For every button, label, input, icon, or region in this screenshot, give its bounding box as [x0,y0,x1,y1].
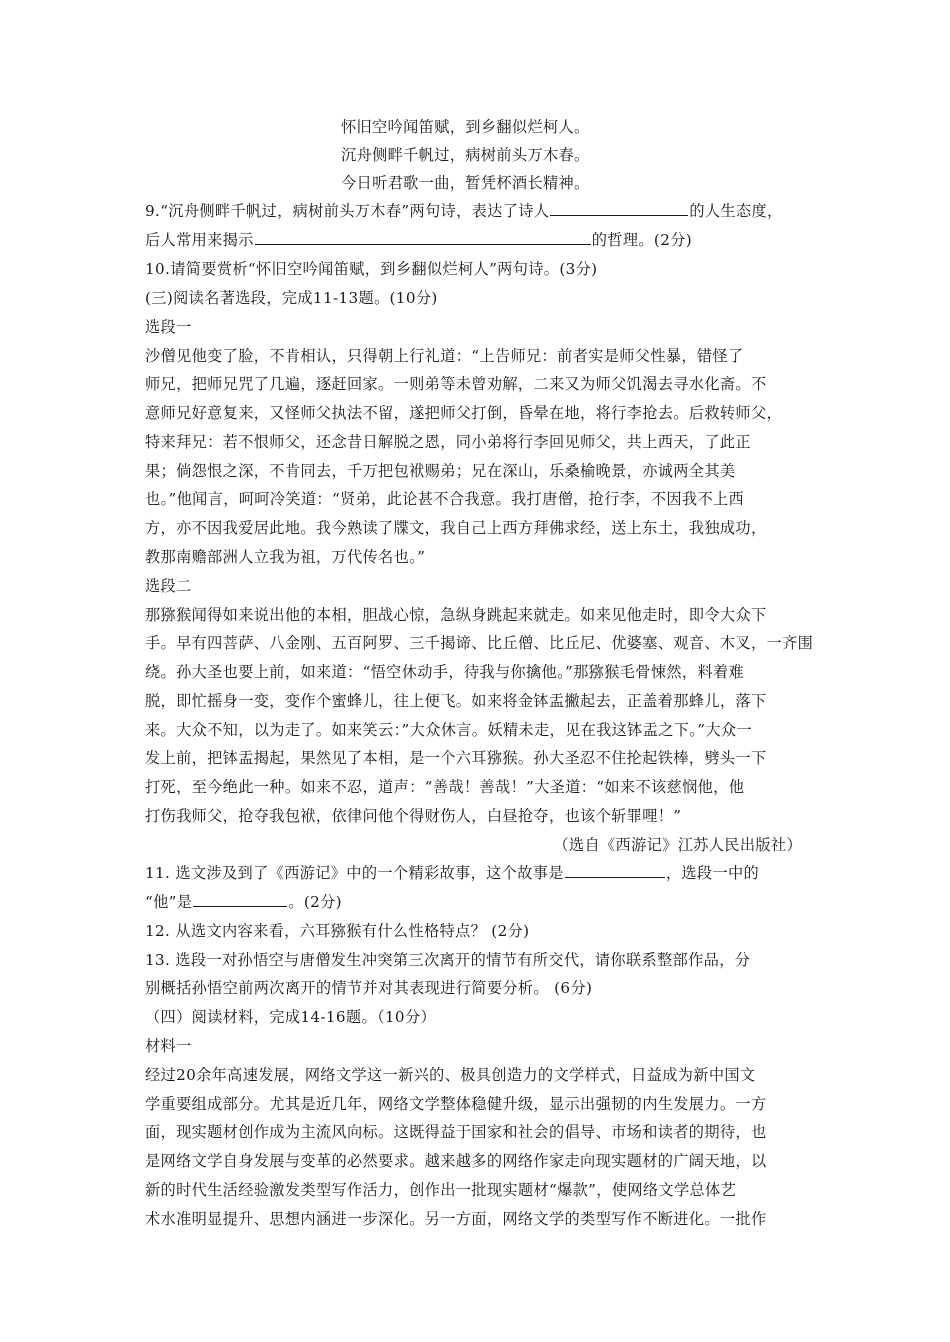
material-1-line-2: 学重要组成部分。尤其是近几年，网络文学整体稳健升级，显示出强韧的内生发展力。一方 [145,1095,767,1113]
question-11-text-b: ，选段一中的 [665,864,760,882]
question-9-text-d: 的哲理。(2分) [591,231,693,249]
material-1-title: 材料一 [145,1037,192,1055]
question-9-blank-2[interactable] [255,230,591,245]
question-9-text-a: 9.“沉舟侧畔千帆过，病树前头万木春”两句诗，表达了诗人 [145,202,550,220]
excerpt-2-line-3: 绕。孙大圣也要上前，如来道：“悟空休动手，待我与你擒他。”那猕猴毛骨悚然，料着难 [145,663,745,681]
excerpt-1-line-3: 意师兄好意复来，又怪师父执法不留，遂把师父打倒，昏晕在地，将行李抢去。后救转师父， [145,404,783,422]
section-3-heading: (三)阅读名著选段，完成11-13题。(10分) [145,289,438,307]
excerpt-2-line-2: 手。早有四菩萨、八金刚、五百阿罗、三千揭谛、比丘僧、比丘尼、优婆塞、观音、木叉，一齐围 [145,634,814,652]
question-11-blank-1[interactable] [565,863,665,878]
material-1-line-1: 经过20余年高速发展，网络文学这一新兴的、极具创造力的文学样式，日益成为新中国文 [145,1066,756,1084]
question-12: 12. 从选文内容来看，六耳猕猴有什么性格特点？ (2分) [145,922,530,940]
material-1-line-6: 术水准明显提升、思想内涵进一步深化。另一方面，网络文学的类型写作不断进化。一批作 [145,1210,767,1228]
poem-line-3: 今日听君歌一曲，暂凭杯酒长精神。 [341,174,590,192]
material-1-line-4: 是网络文学自身发展与变革的必然要求。越来越多的网络作家走向现实题材的广阔天地，以 [145,1152,767,1170]
excerpt-2-line-8: 打伤我师父，抢夺我包袱，依律问他个得财伤人，白昼抢夺，也该个斩罪哩！” [145,807,682,825]
poem-line-2: 沉舟侧畔千帆过，病树前头万木春。 [341,146,590,164]
question-9-text-c: 后人常用来揭示 [145,231,254,249]
material-1-line-5: 新的时代生活经验激发类型写作活力，创作出一批现实题材“爆款”，使网络文学总体艺 [145,1181,737,1199]
question-9-line-2 [145,230,692,250]
question-11-text-a: 11. 选文涉及到了《西游记》中的一个精彩故事，这个故事是 [145,864,564,882]
question-9-line-1 [145,201,783,221]
material-1-line-3: 面，现实题材创作成为主流风向标。这既得益于国家和社会的倡导、市场和读者的期待，也 [145,1123,767,1141]
excerpt-2-title: 选段二 [145,577,192,595]
question-9-text-b: 的人生态度， [689,202,783,220]
excerpt-1-line-5: 果；倘怨恨之深，不肯同去，千万把包袱赐弟；兄在深山，乐桑榆晚景，亦诚两全其美 [145,462,736,480]
excerpt-2-line-4: 脱，即忙摇身一变，变作个蜜蜂儿，往上便飞。如来将金钵盂撇起去，正盖着那蜂儿，落下 [145,692,767,710]
excerpt-1-line-7: 方，亦不因我爱居此地。我今熟读了牒文，我自己上西方拜佛求经，送上东土，我独成功， [145,519,767,537]
excerpt-2-line-5: 来。大众不知，以为走了。如来笑云：”大众休言。妖精未走，见在我这钵盂之下。”大众一 [145,721,752,739]
question-11-blank-2[interactable] [193,892,287,907]
excerpt-1-title: 选段一 [145,318,192,336]
question-10: 10.请简要赏析“怀旧空吟闻笛赋，到乡翻似烂柯人”两句诗。(3分) [145,260,598,278]
question-11-text-d: 。(2分) [288,893,342,911]
excerpt-1-line-6: 也。”他闻言，呵呵冷笑道：“贤弟，此论甚不合我意。我打唐僧，抢行李，不因我不上西 [145,490,745,508]
question-11-line-2 [145,892,342,912]
section-4-heading: （四）阅读材料，完成14-16题。（10分） [145,1008,437,1026]
excerpt-1-line-1: 沙僧见他变了脸，不肯相认，只得朝上行礼道：“上告师兄：前者实是师父性暴，错怪了 [145,347,744,365]
excerpt-2-line-7: 打死，至今绝此一种。如来不忍，道声：“善哉！善哉！”大圣道：“如来不该慈悯他，他 [145,778,745,796]
excerpt-source: （选自《西游记》江苏人民出版社） [553,836,802,854]
excerpt-2-line-1: 那猕猴闻得如来说出他的本相，胆战心惊，急纵身跳起来就走。如来见他走时，即令大众下 [145,606,767,624]
poem-line-1: 怀旧空吟闻笛赋，到乡翻似烂柯人。 [341,118,590,136]
question-13-line-2: 别概括孙悟空前两次离开的情节并对其表现进行简要分析。 (6分) [145,979,593,997]
question-9-blank-1[interactable] [550,201,688,216]
excerpt-1-line-4: 特来拜兄：若不恨师父，还念昔日解脱之恩，同小弟将行李回见师父，共上西天，了此正 [145,433,751,451]
question-13-line-1: 13. 选段一对孙悟空与唐僧发生冲突第三次离开的情节有所交代，请你联系整部作品，分 [145,951,751,969]
excerpt-1-line-8: 教那南赡部洲人立我为祖，万代传名也。” [145,548,426,566]
question-11-line-1 [145,863,759,883]
question-11-text-c: “他”是 [145,893,193,911]
excerpt-1-line-2: 师兄，把师兄咒了几遍，逐赶回家。一则弟等未曾劝解，二来又为师父饥渴去寻水化斋。不 [145,375,767,393]
excerpt-2-line-6: 发上前，把钵盂揭起，果然见了本相，是一个六耳猕猴。孙大圣忍不住抡起铁棒，劈头一下 [145,749,767,767]
